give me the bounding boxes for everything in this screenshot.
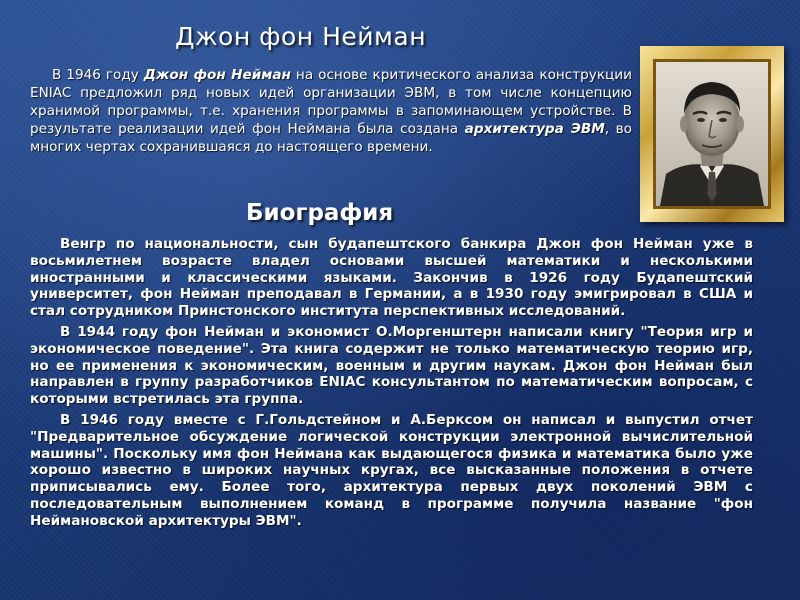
- bio-paragraph: Венгр по национальности, сын будапештского банкира Джон фон Нейман уже в восьмилетнем возрасте владел основами высшей математики и несколькими иностранными и классическими языками. Закончив в 1926 году Будапештский университет, фон Нейман преподавал в Германии, а в 1930 году эмигрировал в США и стал сотрудником Принстонского института перспективных исследований.: [30, 236, 753, 320]
- intro-text-3: , во многих чертах сохранившаяся до настоящего времени.: [30, 121, 632, 155]
- biography-heading: Биография: [246, 200, 394, 226]
- biography-body: [30, 236, 753, 534]
- portrait-mat: [653, 59, 771, 209]
- portrait-image: [656, 62, 768, 206]
- intro-text-1: В 1946 году: [52, 67, 144, 83]
- intro-name: Джон фон Нейман: [143, 67, 291, 83]
- bio-paragraph: В 1946 году вместе с Г.Гольдстейном и А.Берксом он написал и выпустил отчет "Предварительное обсуждение логической конструкции электронной вычислительной машины". Поскольку имя фон Неймана как выдающегося физика и математика было уже хорошо известно в широких научных кругах, все высказанные положения в отчете приписывались ему. Более того, архитектура первых двух поколений ЭВМ с последовательным выполнением команд в программе получила название "фон Неймановской архитектуры ЭВМ".: [30, 411, 753, 529]
- bio-paragraph: В 1944 году фон Нейман и экономист О.Моргенштерн написали книгу "Теория игр и экономическое поведение". Эта книга содержит не только математическую теорию игр, но ее применения к экономическим, военным и другим наукам. Джон фон Нейман был направлен в группу разработчиков ENIAC консультантом по математическим вопросам, с которыми встретилась эта группа.: [30, 323, 753, 408]
- portrait-frame: [640, 46, 784, 222]
- slide-title: Джон фон Нейман: [175, 22, 427, 51]
- intro-term: архитектура ЭВМ: [464, 121, 605, 137]
- intro-paragraph: [30, 66, 632, 156]
- intro-text-2: на основе критического анализа конструкции ENIAC предложил ряд новых идей организации ЭВМ, в том числе концепцию хранимой программы, т.е. хранения программы в запоминающем устройстве. В результате реализации идей фон Неймана была создана: [30, 67, 632, 137]
